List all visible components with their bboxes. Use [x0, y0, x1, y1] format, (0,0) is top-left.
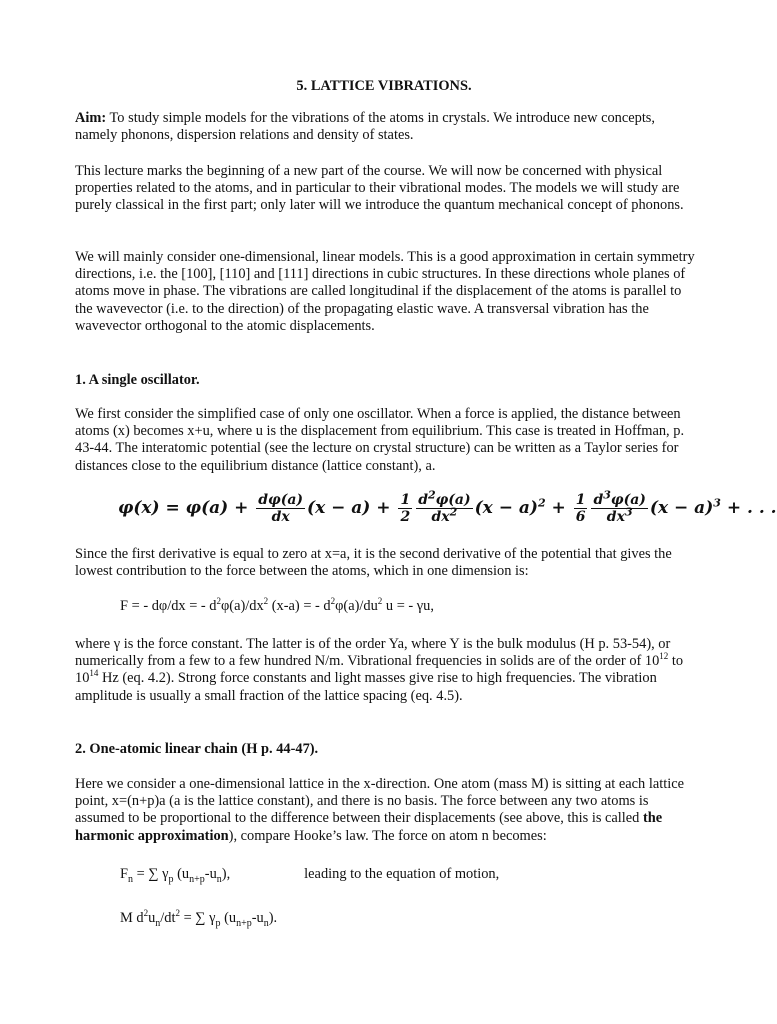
leading-text: leading to the equation of motion,	[304, 866, 500, 882]
taylor-series-equation: φ(x) = φ(a) + $\frac{d\varphi(a)}{dx}$ (x − a) + $\frac{1}{2}$ $\frac{d^2\varphi(a)}{dx^2}$ $(x - a)^2$ + $\frac{1}{6}$ $\frac{d^3\varphi(a)}{dx^3}$ $(x - a)^3$ + . . .	[118, 488, 777, 525]
section2-paragraph-b: ), compare Hooke’s law. The force on atom n becomes:	[228, 827, 547, 844]
intro-paragraph: This lecture marks the beginning of a new part of the course. We will now be concerned with physical properties related to the atoms, and in particular to their vibrational modes. The models we will study are purely classical in the first part; only later will we introduce the quantum mechanical concept of phonons.	[75, 163, 684, 214]
force-on-atom-equation: $F_n$ = ∑ $\gamma_p$ $(u_{n+p}-u_n)$, leading to the equation of motion,	[120, 866, 500, 885]
section2-paragraph-a: Here we consider a one-dimensional lattice in the x-direction. One atom (mass M) is sitting at each lattice point, x=(n+p)a (a is the lattice constant), and there is no basis. The force between any two atoms is assumed to be proportional to the difference between their displacements (see above, this is called	[75, 776, 685, 827]
section2-heading: 2. One-atomic linear chain (H p. 44-47).	[75, 741, 319, 757]
section2-paragraph	[75, 776, 695, 845]
section1-paragraph3-c: Hz (eq. 4.2). Strong force constants and light masses give rise to high frequencies. The vibration amplitude is usually a small fraction of the lattice spacing (eq. 4.5).	[75, 670, 657, 704]
equation-of-motion: M $d^2u_n/dt^2$ = ∑ $\gamma_p$ $(u_{n+p}-u_n)$.	[120, 908, 278, 929]
section1-paragraph3-a: where γ is the force constant. The latter is of the order Ya, where Y is the bulk modulus (H p. 53-54), or numerically from a few to a few hundred N/m. Vibrational frequencies in solids are of the order of 10	[75, 636, 671, 670]
aim-text: To study simple models for the vibrations of the atoms in crystals. We introduce new concepts, namely phonons, dispersion relations and density of states.	[75, 110, 656, 144]
section1-paragraph3	[75, 636, 695, 705]
linear-models-paragraph: We will mainly consider one-dimensional, linear models. This is a good approximation in certain symmetry directions, i.e. the [100], [110] and [111] directions in cubic structures. In these directions whole planes of atoms move in phase. The vibrations are called longitudinal if the displacement of the atoms is parallel to the wavevector (i.e. to the direction) of the propagating elastic wave. A transversal vibration has the wavevector orthogonal to the atomic displacements.	[75, 249, 695, 334]
section1-paragraph1: We first consider the simplified case of only one oscillator. When a force is applied, the distance between atoms (x) becomes x+u, where u is the displacement from equilibrium. This case is treated in Hoffman, p. 43-44. The interatomic potential (see the lecture on crystal structure) can be written as a Taylor series for distances close to the equilibrium distance (lattice constant), a.	[75, 406, 685, 474]
page-title: 5. LATTICE VIBRATIONS.	[296, 78, 472, 94]
section1-paragraph3-b: to 10	[75, 653, 684, 687]
section1-heading: 1. A single oscillator.	[75, 372, 200, 388]
aim-label: Aim:	[75, 110, 107, 126]
section1-paragraph2: Since the first derivative is equal to zero at x=a, it is the second derivative of the potential that gives the lowest contribution to the force between the atoms, which in one dimension is:	[75, 546, 672, 580]
exponent-12: 12	[659, 651, 669, 662]
force-equation: F = - dφ/dx = - $d^2\varphi(a)/dx^2$ (x-a) = - $d^2\varphi(a)/du^2$ u = - γu,	[120, 596, 434, 614]
harmonic-approximation-term: the harmonic approximation	[75, 810, 663, 844]
aim-paragraph	[75, 110, 695, 144]
exponent-14: 14	[89, 668, 99, 679]
